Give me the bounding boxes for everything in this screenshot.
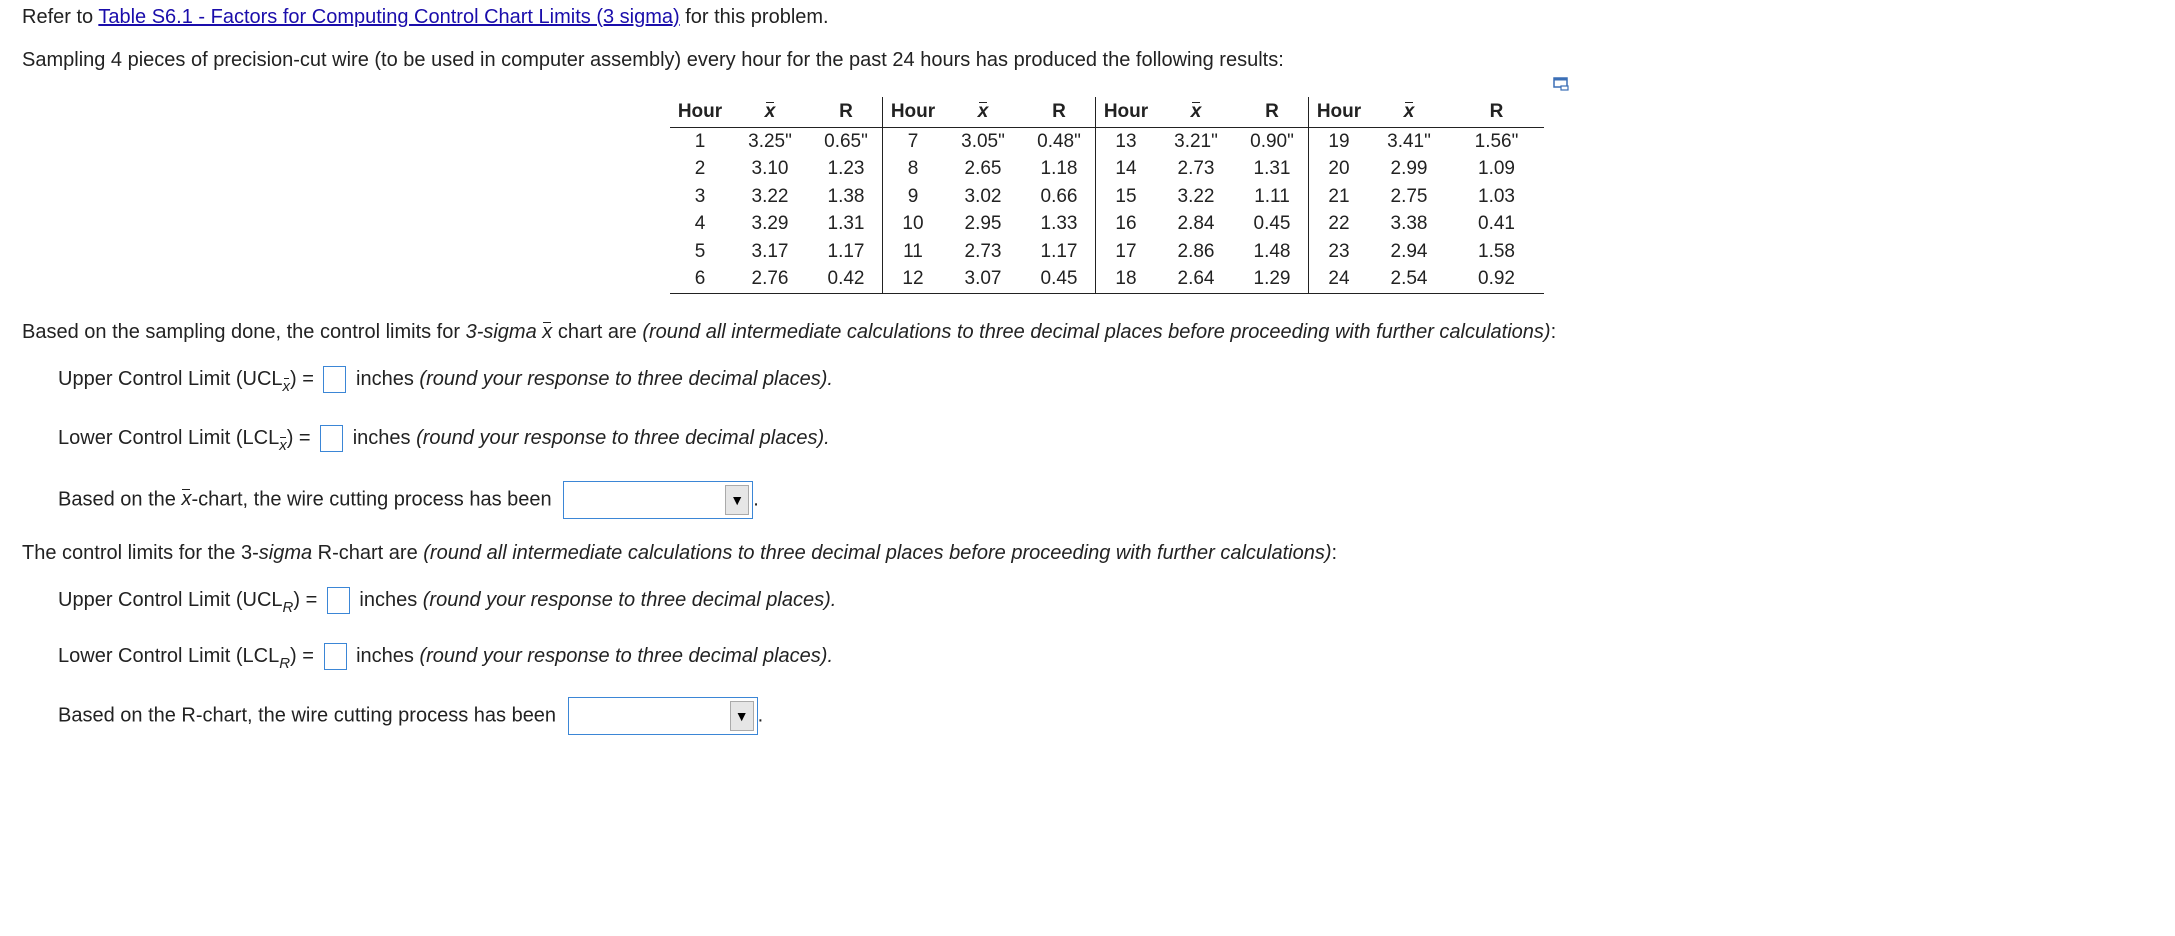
lcl-r-label: Lower Control Limit (LCL [58,644,280,667]
lcl-r-row [58,643,833,670]
hour-cell: 19 [1328,130,1350,152]
ucl-xbar-subscript: x [282,377,291,395]
xbar-cell: 2.94 [1390,240,1428,262]
lcl-r-unit: inches [356,644,414,667]
range-cell: 0.92 [1449,266,1544,294]
dropdown-arrow-icon[interactable]: ▼ [730,701,754,731]
lcl-r-subscript: R [279,654,291,672]
intro-suffix: for this problem. [679,6,829,28]
hour-cell: 10 [902,213,924,235]
xbar-cell: 3.07 [943,266,1023,294]
xbar-cell: 3.17 [751,240,789,262]
xbar-cell: 3.10 [751,158,789,180]
ucl-r-subscript: R [282,598,294,616]
xbar-cell: 3.21" [1174,130,1218,152]
range-cell: 1.31 [810,211,883,239]
table-row [670,211,1544,239]
range-cell: 0.45 [1023,266,1096,294]
range-cell: 1.17 [1023,238,1096,266]
table-row [670,238,1544,266]
xbar-process-row [58,481,759,519]
hour-cell: 3 [694,185,706,207]
hour-cell: 2 [694,158,706,180]
xbar-cell: 2.99 [1390,158,1428,180]
range-cell: 0.45 [1236,211,1309,239]
lcl-xbar-subscript: x [279,436,287,454]
range-cell: 0.42 [810,266,883,294]
table-row [670,128,1544,156]
ucl-r-unit: inches [359,588,418,611]
r-process-text: Based on the R-chart, the wire cutting process has been [58,704,557,727]
xbar-cell: 2.73 [1177,158,1215,180]
r-intro-sigma: sigma [258,542,313,564]
xbar-intro-colon: : [1550,321,1557,343]
xbar-cell: 2.86 [1177,240,1215,262]
xbar-cell: 2.76 [730,266,810,294]
r-process-dropdown[interactable] [568,697,758,735]
xbar-cell: 2.75 [1390,185,1428,207]
r-process-period: . [757,704,764,727]
hour-cell: 15 [1115,185,1137,207]
range-cell: 0.41 [1478,213,1515,235]
xbar-cell: 2.84 [1177,213,1215,235]
hour-cell: 9 [907,185,919,207]
hour-cell: 8 [907,158,919,180]
hour-cell: 13 [1115,130,1137,152]
hour-cell: 24 [1309,266,1370,294]
ucl-r-row [58,587,836,614]
xbar-intro-text: Based on the sampling done, the control limits for [22,321,466,343]
lcl-xbar-round-note: (round your response to three decimal places). [416,426,830,449]
xbar-process-dropdown[interactable] [563,481,753,519]
xbar-cell: 2.65 [964,158,1002,180]
xbar-process-symbol: x [181,488,192,511]
xbar-cell: 3.38 [1390,213,1428,235]
range-cell: 1.11 [1236,183,1309,211]
ucl-xbar-label: Upper Control Limit (UCL [58,367,283,390]
xbar-cell: 2.54 [1369,266,1449,294]
hour-cell: 1 [694,130,706,152]
r-intro-colon: : [1331,542,1338,564]
xbar-process-text: Based on the [58,488,182,511]
xbar-intro-note: (round all intermediate calculations to three decimal places before proceeding with further calculations) [642,321,1551,343]
range-cell: 1.48 [1236,238,1309,266]
xbar-cell: 3.22 [751,185,789,207]
hour-cell: 14 [1115,158,1137,180]
header-xbar: x [730,97,810,128]
xbar-cell: 2.64 [1156,266,1236,294]
lcl-r-input[interactable] [324,643,347,670]
range-cell: 1.58 [1478,240,1515,262]
xbar-cell: 3.02 [964,185,1002,207]
r-intro-text: The control limits for the 3- [22,542,259,564]
ucl-r-equals: ) = [293,588,318,611]
xbar-cell: 2.95 [964,213,1002,235]
table-row [670,156,1544,184]
xbar-cell: 3.41" [1387,130,1431,152]
header-xbar: x [1369,97,1449,128]
hour-cell: 11 [903,240,923,262]
range-cell: 1.17 [810,238,883,266]
header-xbar: x [943,97,1023,128]
xbar-section-intro [22,321,1556,344]
hour-cell: 16 [1115,213,1137,235]
lcl-r-equals: ) = [290,644,314,667]
hour-cell: 21 [1328,185,1350,207]
header-xbar: x [1156,97,1236,128]
range-cell: 0.66 [1023,183,1096,211]
range-cell: 1.33 [1023,211,1096,239]
range-cell: 1.23 [810,156,883,184]
intro-prefix: Refer to [22,6,99,28]
range-cell: 0.65" [810,128,883,156]
header-hour: Hour [670,97,730,128]
header-hour: Hour [1096,97,1157,128]
ucl-xbar-unit: inches [356,367,414,390]
hour-cell: 6 [670,266,730,294]
header-range: R [1023,97,1096,128]
ucl-xbar-row [58,366,833,393]
factors-table-link[interactable]: Table S6.1 - Factors for Computing Control Chart Limits (3 sigma) [98,6,680,28]
dropdown-arrow-icon[interactable]: ▼ [725,485,749,515]
ucl-xbar-round-note: (round your response to three decimal places). [419,367,833,390]
hour-cell: 17 [1115,240,1137,262]
lcl-xbar-unit: inches [352,426,411,449]
header-range: R [1449,97,1544,128]
xbar-cell: 2.73 [964,240,1002,262]
hour-cell: 5 [694,240,706,262]
table-header-row [670,97,1544,128]
range-cell: 1.29 [1236,266,1309,294]
ucl-r-input[interactable] [327,587,350,614]
xbar-symbol: x [542,321,553,343]
ucl-r-round-note: (round your response to three decimal places). [422,588,837,611]
hour-cell: 7 [907,130,919,152]
ucl-xbar-input[interactable] [323,366,346,393]
hour-cell: 4 [694,213,706,235]
range-cell: 1.03 [1478,185,1515,207]
xbar-process-text-2: -chart, the wire cutting process has been [191,488,552,511]
xbar-intro-sigma: 3-sigma [465,321,543,343]
header-hour: Hour [1309,97,1370,128]
header-hour: Hour [883,97,944,128]
hour-cell: 18 [1096,266,1157,294]
header-range: R [1236,97,1309,128]
range-cell: 1.31 [1236,156,1309,184]
range-cell: 1.56" [1474,130,1519,152]
intro-line [22,6,829,29]
popout-icon[interactable] [1553,77,1569,91]
r-intro-note: (round all intermediate calculations to three decimal places before proceeding with further calculations) [423,542,1332,564]
lcl-r-round-note: (round your response to three decimal places). [419,644,833,667]
table-row [670,266,1544,294]
xbar-process-period: . [753,488,759,511]
hour-cell: 23 [1328,240,1350,262]
table-row [670,183,1544,211]
lcl-xbar-label: Lower Control Limit (LCL [58,426,280,449]
hour-cell: 22 [1328,213,1350,235]
lcl-xbar-input[interactable] [320,425,343,452]
range-cell: 1.18 [1023,156,1096,184]
ucl-xbar-equals: ) = [290,367,314,390]
ucl-r-label: Upper Control Limit (UCL [58,588,283,611]
r-intro-chart: R-chart are [312,542,424,564]
xbar-cell: 3.05" [961,130,1005,152]
range-cell: 1.09 [1478,158,1515,180]
header-range: R [810,97,883,128]
range-cell: 1.38 [810,183,883,211]
hour-cell: 12 [883,266,944,294]
lcl-xbar-equals: ) = [286,426,311,449]
lcl-xbar-row [58,425,830,452]
r-process-row [58,697,763,735]
problem-statement: Sampling 4 pieces of precision-cut wire (to be used in computer assembly) every hour for the past 24 hours has produced the following results: [22,49,1284,71]
xbar-intro-chart: chart are [552,321,643,343]
range-cell: 0.90" [1236,128,1309,156]
range-cell: 0.48" [1023,128,1096,156]
xbar-cell: 3.25" [748,130,792,152]
hour-cell: 20 [1328,158,1350,180]
xbar-cell: 3.22 [1177,185,1215,207]
xbar-cell: 3.29 [751,213,789,235]
wire-sampling-table [670,97,1544,294]
r-section-intro [22,542,1337,565]
